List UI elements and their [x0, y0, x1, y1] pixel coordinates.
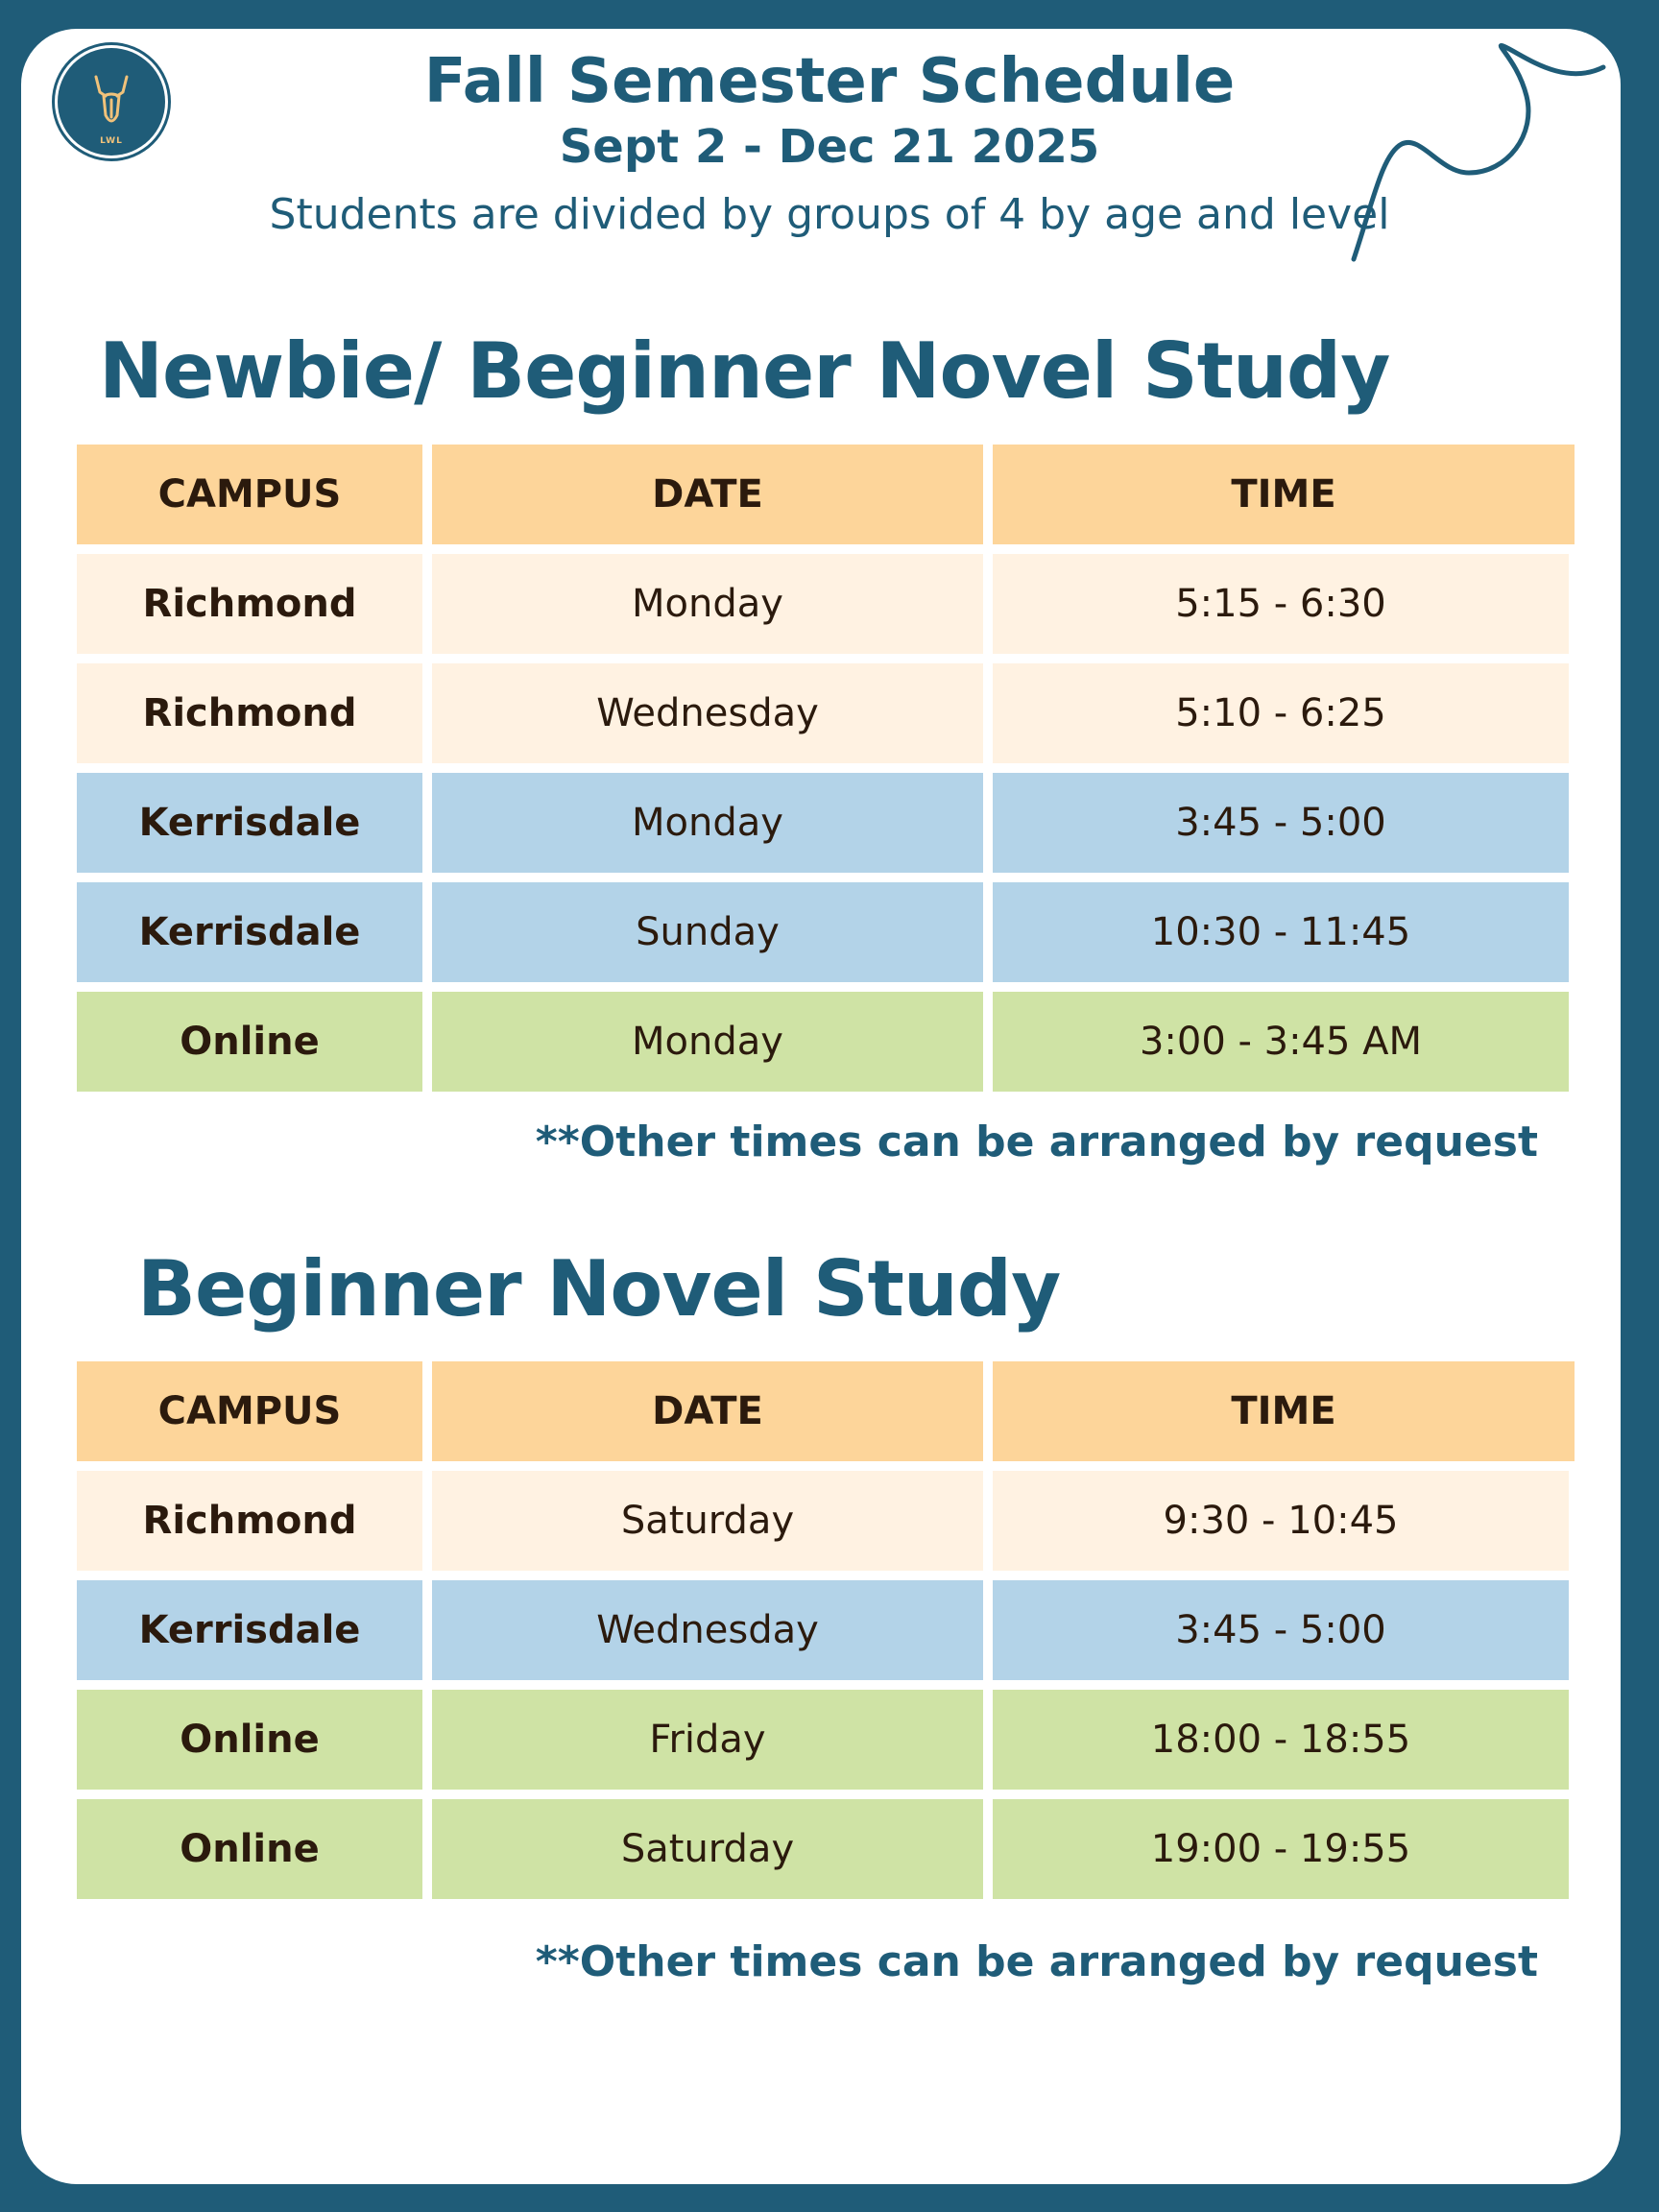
- table-header-row: [77, 445, 1575, 544]
- time-cell: 5:15 - 6:30: [993, 554, 1569, 654]
- column-header-date: DATE: [432, 445, 983, 544]
- column-header-date: DATE: [432, 1361, 983, 1461]
- campus-cell: Online: [77, 1799, 422, 1899]
- schedule-table-newbie-beginner: [77, 445, 1575, 1101]
- campus-cell: Kerrisdale: [77, 773, 422, 873]
- campus-cell: Richmond: [77, 554, 422, 654]
- time-cell: 3:45 - 5:00: [993, 773, 1569, 873]
- table-row: [77, 1799, 1575, 1899]
- table-row: [77, 1471, 1575, 1571]
- table-row: [77, 1690, 1575, 1790]
- time-cell: 10:30 - 11:45: [993, 882, 1569, 982]
- column-header-campus: CAMPUS: [77, 1361, 422, 1461]
- column-header-time: TIME: [993, 445, 1575, 544]
- date-cell: Monday: [432, 992, 983, 1092]
- table-header-row: [77, 1361, 1575, 1461]
- column-header-time: TIME: [993, 1361, 1575, 1461]
- date-cell: Monday: [432, 773, 983, 873]
- date-range: Sept 2 - Dec 21 2025: [559, 120, 1100, 174]
- time-cell: 19:00 - 19:55: [993, 1799, 1569, 1899]
- request-note: **Other times can be arranged by request: [535, 1118, 1538, 1166]
- request-note: **Other times can be arranged by request: [535, 1937, 1538, 1986]
- schedule-table-beginner: [77, 1361, 1575, 1909]
- column-header-campus: CAMPUS: [77, 445, 422, 544]
- table-row: [77, 663, 1575, 763]
- date-cell: Saturday: [432, 1471, 983, 1571]
- campus-cell: Richmond: [77, 1471, 422, 1571]
- tagline: Students are divided by groups of 4 by age and level: [269, 190, 1390, 239]
- campus-cell: Online: [77, 992, 422, 1092]
- date-cell: Sunday: [432, 882, 983, 982]
- campus-cell: Richmond: [77, 663, 422, 763]
- logo-text: LWL: [100, 136, 123, 146]
- section-title-beginner: Beginner Novel Study: [137, 1244, 1061, 1334]
- time-cell: 3:00 - 3:45 AM: [993, 992, 1569, 1092]
- time-cell: 3:45 - 5:00: [993, 1580, 1569, 1680]
- table-row: [77, 554, 1575, 654]
- time-cell: 5:10 - 6:25: [993, 663, 1569, 763]
- time-cell: 18:00 - 18:55: [993, 1690, 1569, 1790]
- section-title-newbie-beginner: Newbie/ Beginner Novel Study: [99, 326, 1390, 416]
- time-cell: 9:30 - 10:45: [993, 1471, 1569, 1571]
- date-cell: Friday: [432, 1690, 983, 1790]
- campus-cell: Kerrisdale: [77, 882, 422, 982]
- campus-cell: Online: [77, 1690, 422, 1790]
- table-row: [77, 992, 1575, 1092]
- date-cell: Saturday: [432, 1799, 983, 1899]
- table-row: [77, 1580, 1575, 1680]
- table-row: [77, 882, 1575, 982]
- page-title: Fall Semester Schedule: [423, 46, 1236, 117]
- date-cell: Monday: [432, 554, 983, 654]
- date-cell: Wednesday: [432, 1580, 983, 1680]
- table-row: [77, 773, 1575, 873]
- date-cell: Wednesday: [432, 663, 983, 763]
- campus-cell: Kerrisdale: [77, 1580, 422, 1680]
